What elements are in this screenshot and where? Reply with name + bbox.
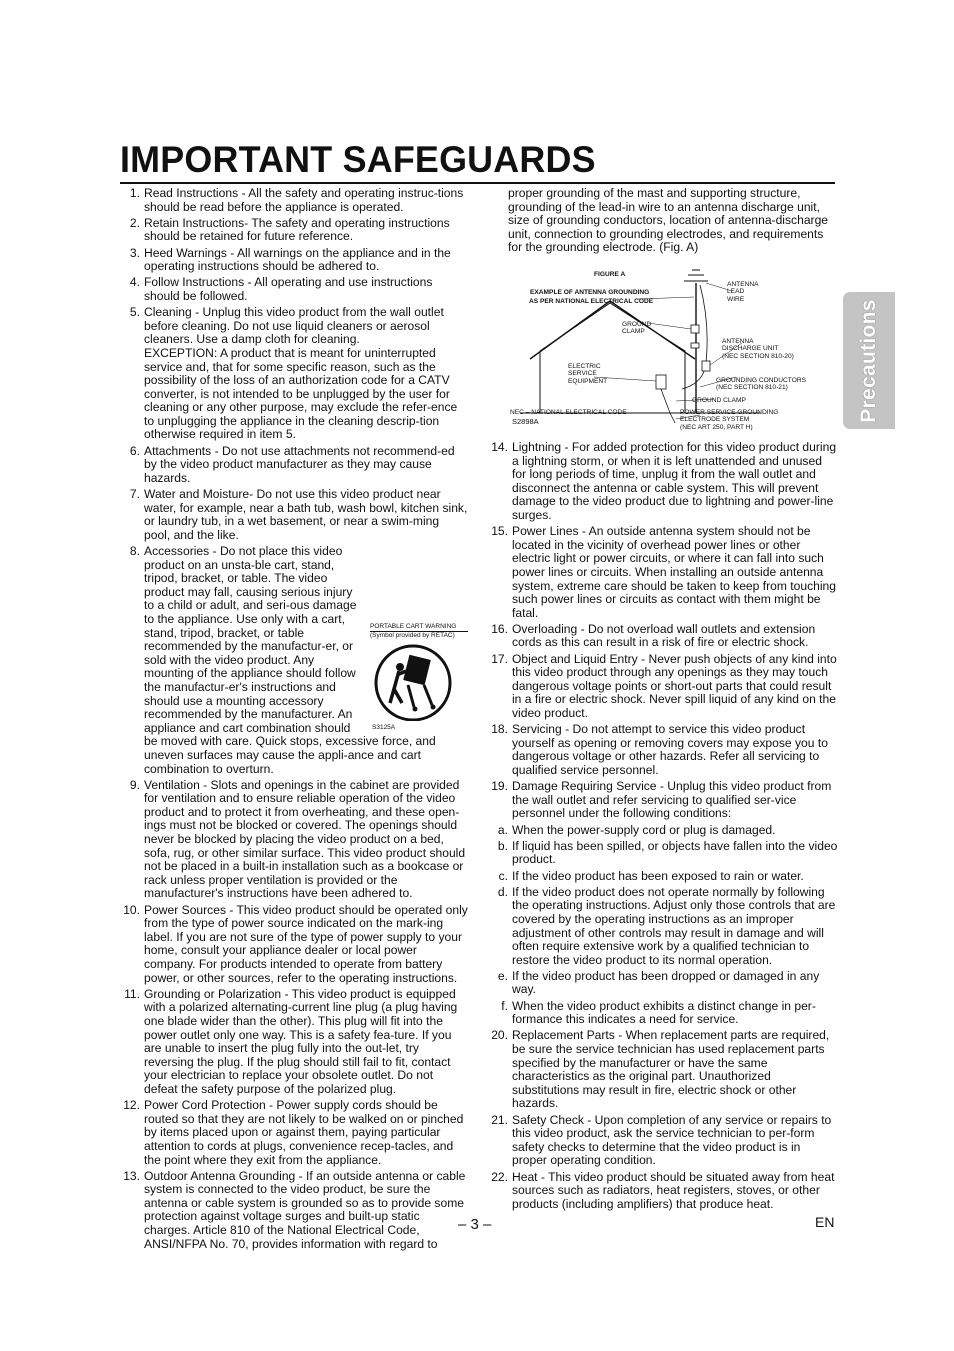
sub-list-item: a. When the power-supply cord or plug is damaged.: [497, 822, 776, 837]
list-item: 15. Power Lines - An outside antenna system should not be located in the vicinity of overhead power lines or other electric light or power circuits, or where it can fall into such power lines or circuits. When installing an outside antenna system, extreme care should be taken to keep from touching such power lines or circuits as contact with them might be fatal.: [491, 524, 837, 620]
sub-list-item: b. If liquid has been spilled, or objects have fallen into the video product.: [497, 838, 838, 867]
ground-clamp-bottom-label: GROUND CLAMP: [692, 396, 746, 404]
figure-heading-line2: AS PER NATIONAL ELECTRICAL CODE: [529, 297, 654, 305]
list-item: 5. Cleaning - Unplug this video product from the wall outlet before cleaning. Do not use liquid cleaners or aerosol cleaners. Use a damp cloth for cleaning. EXCEPTION: A product that is meant for uninterrupted service and, that for some specific reason, such as the possibility of the loss of an authorization code for a CATV converter, is not intended to be unplugged by the user for cleaning or any other purpose, may exclude the refer-ence to unplugging the appliance in the cleaning descrip-tion otherwise required in item 5.: [129, 305, 458, 442]
list-item: 9. Ventilation - Slots and openings in the cabinet are provided for ventilation and to ensure reliable operation of the video product and to protect it from overheating, and these open-ings must not be blocked or covered. The openings should never be blocked by placing the video product on a bed, sofa, rug, or other similar surface. This video product should not be placed in a built-in installation such as a bookcase or rack unless proper ventilation is provided or the manufacturer's instructions have been adhered to.: [129, 777, 466, 901]
language-code: EN: [815, 1214, 835, 1230]
list-item: 19. Damage Requiring Service - Unplug this video product from the wall outlet and refer servicing to qualified ser-vice personnel under the following conditions:: [491, 779, 832, 821]
list-item: 21. Safety Check - Upon completion of any service or repairs to this video product, ask the service technician to per-form safety checks to determine that the video product is in proper operating condition.: [491, 1112, 832, 1168]
list-item: 18. Servicing - Do not attempt to service this video product yourself as opening or removing covers may expose you to dangerous voltage or other hazards. Refer all servicing to qualified service personnel.: [491, 722, 828, 777]
figure-code: S2898A: [512, 416, 539, 426]
list-item: 16. Overloading - Do not overload wall outlets and extension cords as this can result in a risk of fire or electric shock.: [491, 621, 816, 650]
grounding-conductors-label: GROUNDING CONDUCTORS (NEC SECTION 810-21): [716, 376, 806, 392]
title-rule: [120, 182, 835, 184]
list-item: 22. Heat - This video product should be situated away from heat sources such as radiators, heat registers, stoves, or other products (including amplifiers) that produce heat.: [491, 1169, 835, 1211]
list-item: 2. Retain Instructions- The safety and operating instructions should be retained for future reference.: [129, 215, 450, 244]
sub-list-item: e. If the video product has been dropped or damaged in any way.: [497, 968, 820, 997]
list-item: 14. Lightning - For added protection for this video product during a lightning storm, or when it is left unattended and unused for long periods of time, unplug it from the wall outlet and disconnect the antenna or cable system. This will prevent damage to the video product due to lightning and power-line surges.: [491, 439, 837, 522]
list-item: 17. Object and Liquid Entry - Never push objects of any kind into this video product through any openings as they may touch dangerous voltage points or short-out parts that could result in a fire or electric shock. Never spill liquid of any kind on the video product.: [491, 651, 837, 721]
power-service-label: POWER SERVICE GROUNDING ELECTRODE SYSTEM (NEC ART 250, PART H): [680, 408, 779, 431]
right-column: [486, 187, 838, 1214]
page-title: IMPORTANT SAFEGUARDS: [120, 139, 596, 180]
list-item: 20. Replacement Parts - When replacement parts are required, be sure the service technician has used replacement parts specified by the manufacturer or have the same characteristics as the original part. Unauthorized substitutions may result in fire, electric shock or other hazards.: [491, 1028, 830, 1111]
section-tab-label: Precautions: [857, 298, 880, 423]
page-number: – 3 –: [458, 1216, 492, 1233]
antenna-lead-wire-label: ANTENNA LEAD WIRE: [727, 280, 759, 303]
nec-label: NEC – NATIONAL ELECTRICAL CODE: [510, 408, 627, 416]
figure-heading-line1: EXAMPLE OF ANTENNA GROUNDING: [530, 288, 650, 296]
list-item: 7. Water and Moisture- Do not use this video product near water, for example, near a bath tub, wash bowl, kitchen sink, or laundry tub, in a wet basement, or near a swim-ming pool, and the like.: [129, 487, 468, 542]
list-item: 4. Follow Instructions - All operating and use instructions should be followed.: [129, 275, 433, 303]
figure-label: FIGURE A: [594, 270, 626, 278]
list-item: 10. Power Sources - This video product should be operated only from the type of power source indicated on the mark-ing label. If you are not sure of the type of power supply to your home, consult your appliance dealer or local power company. For products intended to operate from battery power, or other sources, refer to the operating instructions.: [123, 902, 468, 985]
list-item: 12. Power Cord Protection - Power supply cords should be routed so that they are not likely to be walked on or pinched by items placed upon or against them, paying particular attention to cords at plugs, convenience recep-tacles, and the point where they exit from the appliance.: [123, 1098, 464, 1167]
portable-cart-warning-figure: PORTABLE CART WARNING (Symbol provided by RETAC) S3125A: [370, 623, 468, 727]
list-item: 8. PORTABLE CART WARNING (Symbol provided by RETAC) S3125A Accessories - Do not place this video product on an unsta-ble cart, stand, tripod, bracket, or table. The video product may fall, causing serious injury to a child or adult, and seri-ous damage to the appliance. Use only with a cart, stand, tripod, bracket, or table recommended by the manufactur-er, or sold with the video product. Any mounting of the appliance should follow the manufactur-er's instructions and should use a mounting accessory recommended by the manufacturer. An appliance and cart combination should be moved with care. Quick stops, excessive force, and uneven surfaces may cause the appli-ance and cart combination to overturn.: [118, 545, 468, 776]
electric-service-label: ELECTRIC SERVICE EQUIPMENT: [568, 362, 608, 385]
left-column: [118, 187, 468, 1254]
discharge-unit-label: ANTENNA DISCHARGE UNIT (NEC SECTION 810-20): [722, 337, 794, 360]
antenna-grounding-figure: [510, 263, 810, 435]
list-item: 3. Heed Warnings - All warnings on the appliance and in the operating instructions should be adhered to.: [129, 245, 451, 274]
list-item: 11. Grounding or Polarization - This video product is equipped with a polarized alternating-current line plug (a plug having one blade wider than the other). This plug will fit into the power outlet only one way. This is a safety fea-ture. If you are unable to insert the plug fully into the out-let, try reversing the plug. If the plug should still fail to fit, contact your electrician to replace your obsolete outlet. Do not defeat the safety purpose of the polarized plug.: [124, 986, 458, 1096]
cart-tipover-icon: [372, 641, 454, 721]
section-tab: [843, 292, 895, 429]
sub-list-item: d. If the video product does not operate normally by following the operating instructions. Adjust only those controls that are covered by the operating instructions as an improper adjustment of other controls may result in damage and will often require extensive work by a qualified technician to restore the video product to its normal operation.: [497, 884, 836, 967]
ground-clamp-top-label: GROUND CLAMP: [622, 320, 652, 336]
list-item: 1. Read Instructions - All the safety and operating instruc-tions should be read before the appliance is operated.: [129, 186, 464, 214]
list-item: 6. Attachments - Do not use attachments not recommend-ed by the video product manufacturer as they may cause hazards.: [129, 443, 455, 485]
sub-list-item: c. If the video product has been exposed to rain or water.: [498, 868, 804, 883]
list-item: 13. Outdoor Antenna Grounding - If an outside antenna or cable system is connected to the video product, be sure the antenna or cable system is grounded so as to provide some protection against voltage surges and built-up static charges. Article 810 of the National Electrical Code, ANSI/NFPA No. 70, provides information with regard to: [123, 1168, 466, 1251]
list-item-continued: proper grounding of the mast and supporting structure, grounding of the lead-in wire to an antenna discharge unit, size of grounding conductors, location of antenna-discharge unit, connection to grounding electrodes, and requirements for the grounding electrode. (Fig. A): [508, 186, 829, 255]
sub-list-item: f. When the video product exhibits a distinct change in per-formance this indicates a need for service.: [501, 998, 816, 1027]
